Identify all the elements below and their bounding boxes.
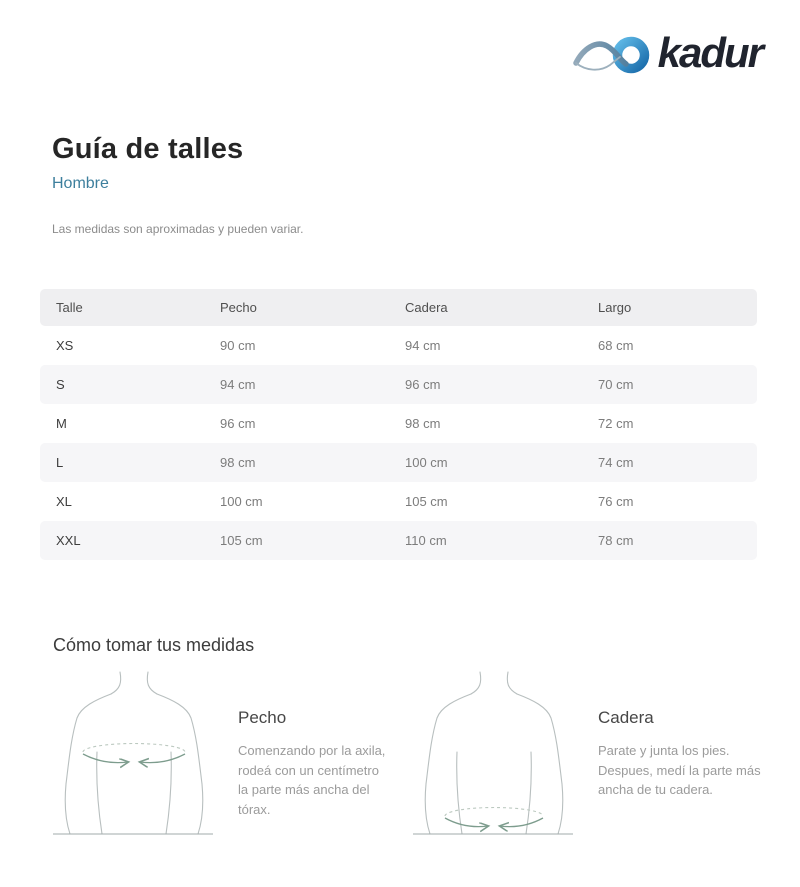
cell-largo: 68 cm [598, 338, 634, 353]
measure-name-pecho: Pecho [238, 708, 287, 727]
column-header-talle: Talle [40, 289, 220, 326]
measurements-note: Las medidas son aproximadas y pueden variar. [52, 222, 304, 236]
brand-logo [573, 30, 762, 80]
cell-talle: XXL [40, 521, 220, 560]
cell-talle: XS [56, 338, 74, 353]
table-row-m [40, 404, 757, 443]
cell-cadera: 98 cm [405, 416, 441, 431]
table-row-xs [40, 326, 757, 365]
cell-talle: XL [56, 494, 72, 509]
column-header-largo: Largo [598, 289, 757, 326]
table-row-xxl [40, 521, 757, 560]
cell-cadera: 105 cm [405, 494, 448, 509]
cell-largo: 78 cm [598, 521, 757, 560]
table-row-l [40, 443, 757, 482]
measure-block-pecho [238, 708, 390, 819]
page-title: Guía de talles [52, 133, 244, 165]
torso-hip-measure-figure [412, 668, 577, 845]
brand-name: kadur [657, 29, 762, 76]
cell-pecho: 98 cm [220, 443, 405, 482]
table-row-s [40, 365, 757, 404]
cell-cadera: 94 cm [405, 338, 441, 353]
cell-talle: S [40, 365, 220, 404]
measure-desc-cadera: Parate y junta los pies. Despues, medí la parte más ancha de tu cadera. [598, 743, 761, 797]
cell-cadera: 100 cm [405, 443, 598, 482]
cell-cadera: 96 cm [405, 365, 598, 404]
size-table [40, 289, 757, 560]
measure-name-cadera: Cadera [598, 708, 654, 727]
cell-pecho: 94 cm [220, 365, 405, 404]
cell-pecho: 105 cm [220, 521, 405, 560]
cell-cadera: 110 cm [405, 521, 598, 560]
torso-chest-measure-figure [52, 668, 217, 845]
measure-block-cadera [598, 708, 768, 800]
cell-largo: 76 cm [598, 494, 634, 509]
cell-pecho: 100 cm [220, 494, 263, 509]
cell-pecho: 96 cm [220, 416, 256, 431]
table-row-xl [40, 482, 757, 521]
cell-talle: M [56, 416, 67, 431]
cell-largo: 74 cm [598, 443, 757, 482]
measure-desc-pecho: Comenzando por la axila, rodeá con un centímetro la parte más ancha del tórax. [238, 743, 386, 817]
gender-tab-hombre[interactable]: Hombre [52, 175, 109, 192]
cell-talle: L [40, 443, 220, 482]
cell-pecho: 90 cm [220, 338, 256, 353]
table-header-row [40, 289, 757, 326]
how-to-measure-title: Cómo tomar tus medidas [53, 635, 255, 655]
column-header-cadera: Cadera [405, 289, 598, 326]
column-header-pecho: Pecho [220, 289, 405, 326]
cell-largo: 72 cm [598, 416, 634, 431]
infinity-swoosh-icon [573, 30, 651, 80]
cell-largo: 70 cm [598, 365, 757, 404]
